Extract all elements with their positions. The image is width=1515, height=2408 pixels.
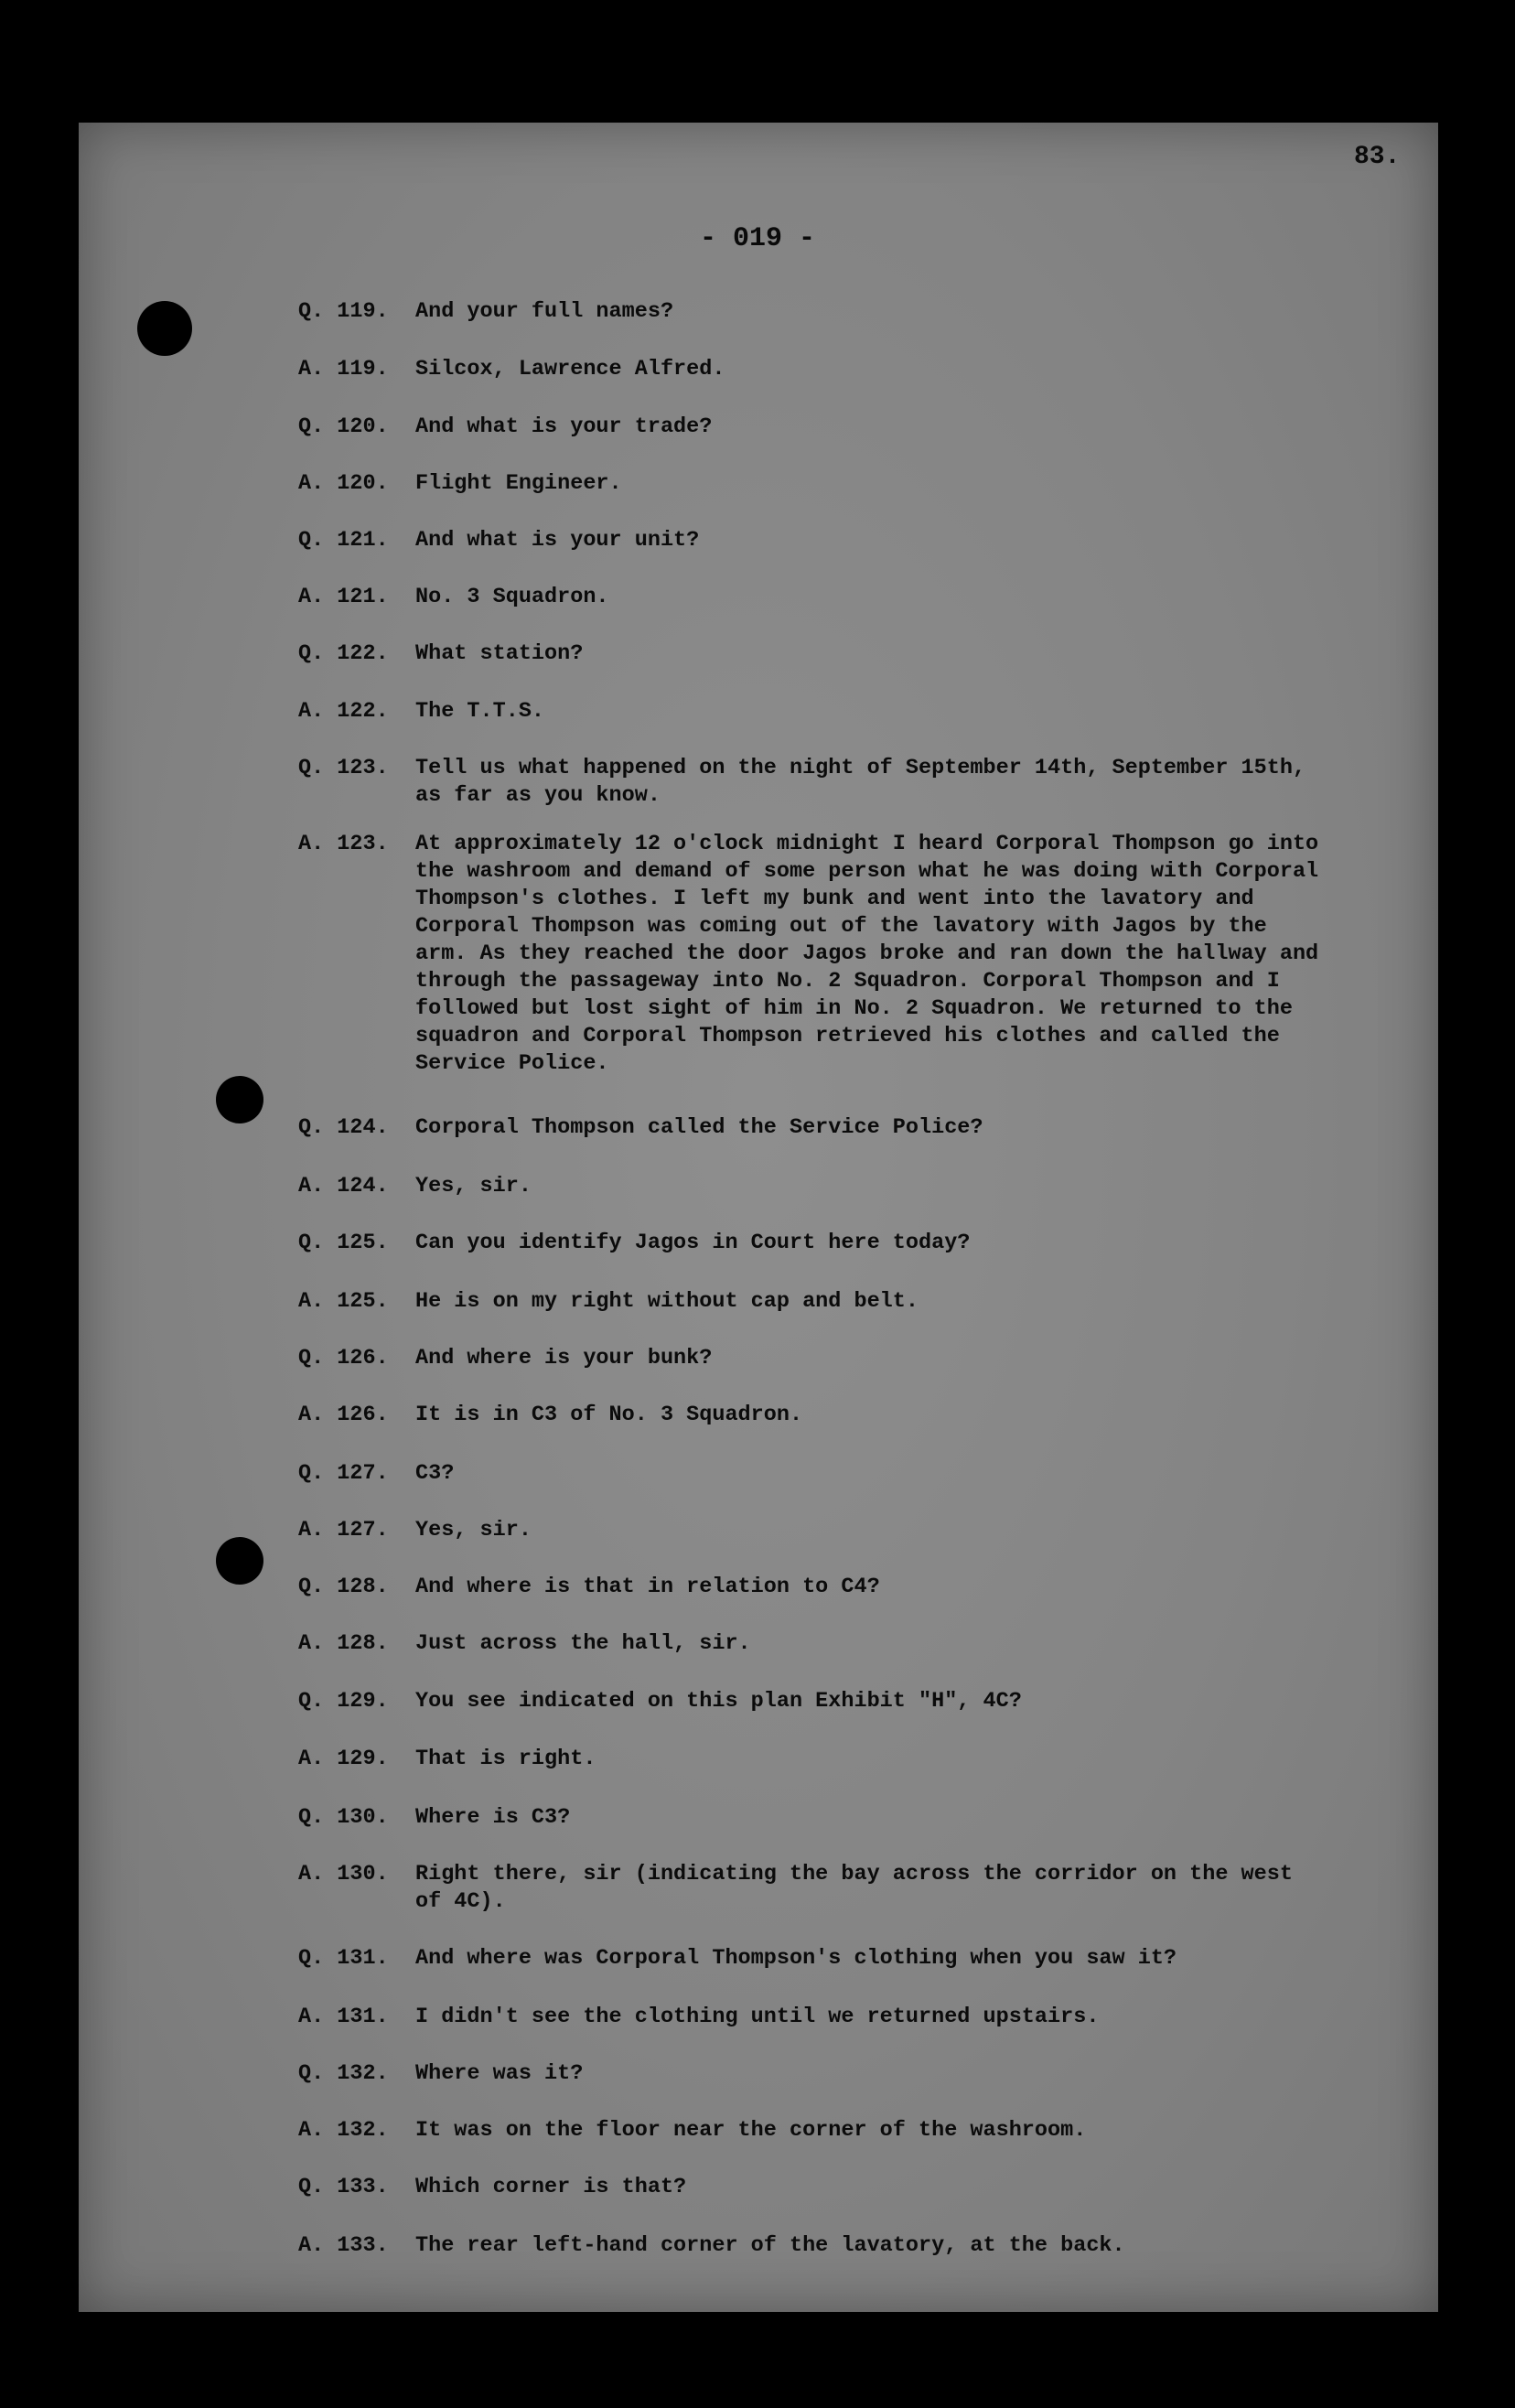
entry-label: A. 120. [298, 471, 389, 496]
entry-text: Where is C3? [415, 1805, 571, 1830]
entry-text: He is on my right without cap and belt. [415, 1289, 919, 1314]
entry-label: A. 123. [298, 832, 389, 856]
punch-hole-lower [216, 1537, 263, 1585]
entry-text: No. 3 Squadron. [415, 585, 609, 609]
entry-text: Silcox, Lawrence Alfred. [415, 357, 725, 382]
entry-text: Just across the hall, sir. [415, 1631, 751, 1656]
entry-text: And what is your trade? [415, 414, 713, 439]
entry-text: I didn't see the clothing until we returned upstairs. [415, 2005, 1100, 2029]
entry-label: Q. 121. [298, 528, 389, 553]
entry-text: And your full names? [415, 299, 674, 324]
entry-text: It was on the floor near the corner of the washroom. [415, 2118, 1087, 2143]
entry-label: Q. 127. [298, 1461, 389, 1486]
entry-text: At approximately 12 o'clock midnight I heard Corporal Thompson go into the washroom and demand of some person what he was doing with Corporal Thompson's clothes. I left my bunk and went into the lavatory and Corporal Thompson was coming out of the lavatory with Jagos by the arm. As they reached the door Jagos broke and ran down the hallway and through the passageway into No. 2 Squadron. Corporal Thompson and I followed but lost sight of him in No. 2 Squadron. We returned to the squadron and Corporal Thompson retrieved his clothes and called the Service Police. [415, 832, 1319, 1076]
entry-label: A. 127. [298, 1518, 389, 1543]
entry-text: It is in C3 of No. 3 Squadron. [415, 1403, 803, 1427]
entry-label: A. 122. [298, 699, 389, 724]
entry-text: That is right. [415, 1747, 596, 1771]
entry-text: Which corner is that? [415, 2175, 687, 2199]
entry-text: Yes, sir. [415, 1174, 532, 1199]
entry-label: Q. 119. [298, 299, 389, 324]
entry-label: A. 124. [298, 1174, 389, 1199]
entry-label: Q. 130. [298, 1805, 389, 1830]
entry-text: Can you identify Jagos in Court here today? [415, 1231, 971, 1255]
entry-label: A. 133. [298, 2233, 389, 2258]
entry-text: C3? [415, 1461, 455, 1486]
entry-label: A. 132. [298, 2118, 389, 2143]
document-page [79, 123, 1438, 2312]
entry-text: Flight Engineer. [415, 471, 622, 496]
entry-label: Q. 124. [298, 1115, 389, 1140]
entry-label: Q. 131. [298, 1946, 389, 1971]
entry-text: And where is that in relation to C4? [415, 1575, 880, 1599]
entry-label: Q. 126. [298, 1346, 389, 1371]
entry-label: Q. 122. [298, 641, 389, 666]
entry-label: A. 128. [298, 1631, 389, 1656]
entry-label: Q. 123. [298, 756, 389, 780]
entry-label: Q. 128. [298, 1575, 389, 1599]
entry-text: Right there, sir (indicating the bay across the corridor on the west of 4C). [415, 1862, 1293, 1914]
page-number: - 019 - [699, 223, 816, 254]
entry-label: A. 126. [298, 1403, 389, 1427]
entry-text: And where is your bunk? [415, 1346, 713, 1371]
entry-text: Where was it? [415, 2061, 584, 2086]
punch-hole-top [137, 301, 192, 356]
entry-text: The rear left-hand corner of the lavatory, at the back. [415, 2233, 1125, 2258]
entry-text: And where was Corporal Thompson's clothing when you saw it? [415, 1946, 1177, 1971]
entry-text: And what is your unit? [415, 528, 700, 553]
entry-text: You see indicated on this plan Exhibit "H", 4C? [415, 1689, 1022, 1714]
entry-label: A. 125. [298, 1289, 389, 1314]
entry-label: Q. 129. [298, 1689, 389, 1714]
punch-hole-middle [216, 1076, 263, 1123]
entry-label: Q. 132. [298, 2061, 389, 2086]
corner-page-mark: 83. [1354, 143, 1401, 171]
entry-label: A. 129. [298, 1747, 389, 1771]
entry-text: Corporal Thompson called the Service Police? [415, 1115, 983, 1140]
entry-label: Q. 133. [298, 2175, 389, 2199]
entry-text: What station? [415, 641, 584, 666]
entry-label: A. 119. [298, 357, 389, 382]
entry-label: A. 121. [298, 585, 389, 609]
entry-text: The T.T.S. [415, 699, 545, 724]
entry-text: Yes, sir. [415, 1518, 532, 1543]
entry-label: A. 131. [298, 2005, 389, 2029]
entry-text: Tell us what happened on the night of September 14th, September 15th, as far as you know. [415, 756, 1306, 808]
entry-label: Q. 120. [298, 414, 389, 439]
entry-label: A. 130. [298, 1862, 389, 1887]
entry-label: Q. 125. [298, 1231, 389, 1255]
